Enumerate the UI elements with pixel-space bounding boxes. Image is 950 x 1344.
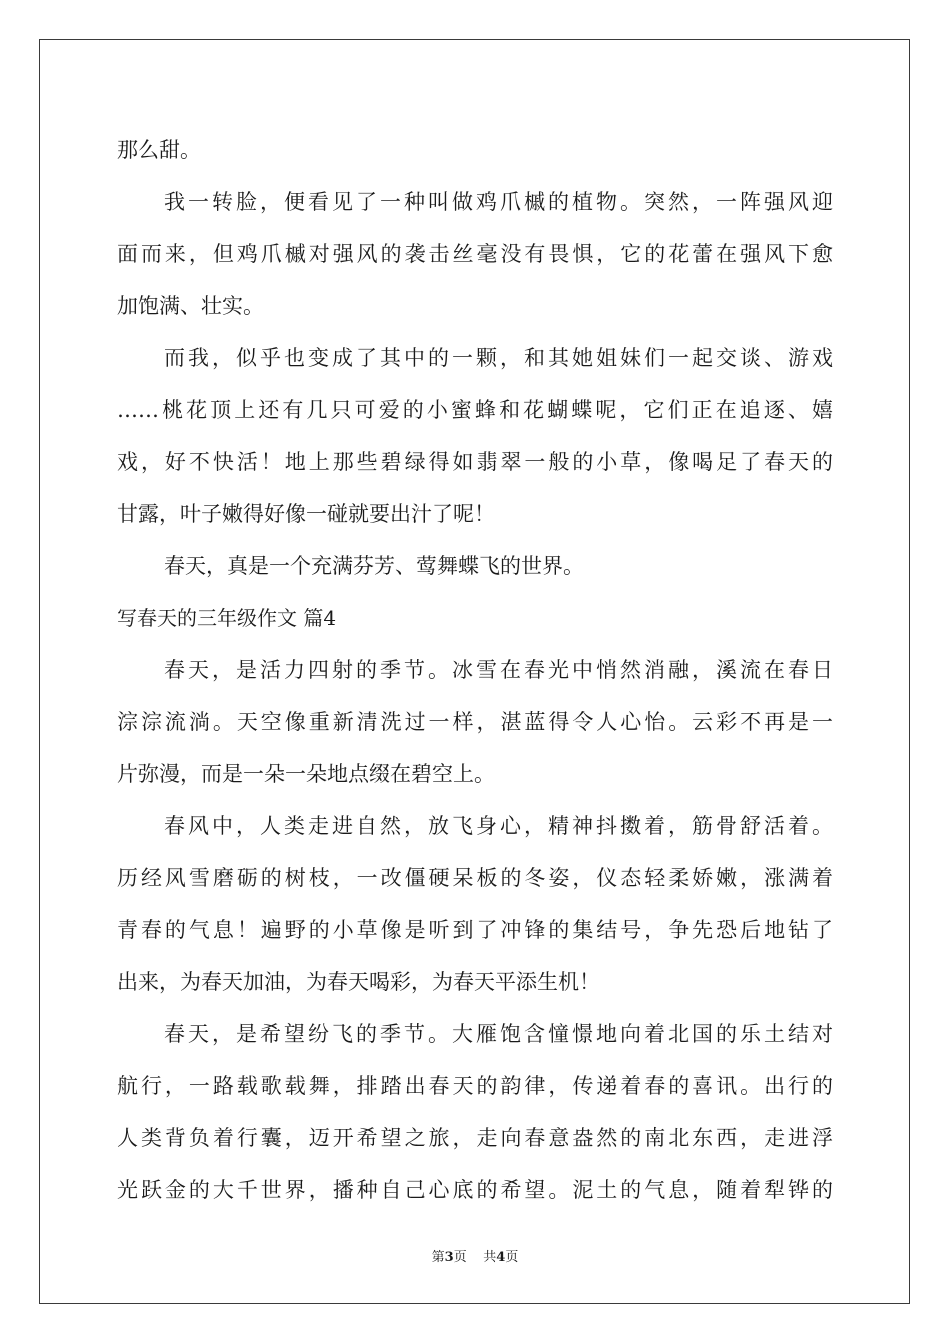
page-current: 3 bbox=[444, 1250, 454, 1265]
text-line: 那么甜。 bbox=[117, 138, 201, 162]
text-line: 春天，是希望纷飞的季节。大雁饱含憧憬地向着北国的乐土结对 bbox=[164, 1022, 833, 1046]
text-line: 人类背负着行囊，迈开希望之旅，走向春意盎然的南北东西，走进浮 bbox=[117, 1126, 833, 1150]
text-line: 片弥漫，而是一朵一朵地点缀在碧空上。 bbox=[117, 762, 495, 786]
text-line: 春风中，人类走进自然，放飞身心，精神抖擞着，筋骨舒活着。 bbox=[164, 814, 833, 838]
text-line: 青春的气息！遍野的小草像是听到了冲锋的集结号，争先恐后地钻了 bbox=[117, 918, 833, 942]
page-prefix: 第 bbox=[431, 1250, 445, 1265]
page-number bbox=[432, 1250, 467, 1265]
page-suffix: 页 bbox=[453, 1250, 467, 1265]
text-line: 我一转脸，便看见了一种叫做鸡爪槭的植物。突然，一阵强风迎 bbox=[164, 190, 833, 214]
text-line: 而我，似乎也变成了其中的一颗，和其她姐妹们一起交谈、游戏 bbox=[164, 346, 833, 370]
text-line: 出来，为春天加油，为春天喝彩，为春天平添生机！ bbox=[117, 970, 600, 994]
text-line: 甘露，叶子嫩得好像一碰就要出汁了呢！ bbox=[117, 502, 495, 526]
document-body bbox=[117, 124, 833, 1216]
text-line: 加饱满、壮实。 bbox=[117, 294, 264, 318]
text-line: 面而来，但鸡爪槭对强风的袭击丝毫没有畏惧，它的花蕾在强风下愈 bbox=[117, 242, 833, 266]
text-line: 淙淙流淌。天空像重新清洗过一样，湛蓝得令人心怡。云彩不再是一 bbox=[117, 710, 833, 734]
total-suffix: 页 bbox=[505, 1250, 519, 1265]
text-line: 航行，一路载歌载舞，排踏出春天的韵律，传递着春的喜讯。出行的 bbox=[117, 1074, 833, 1098]
page-footer bbox=[0, 1246, 950, 1265]
text-line: ……桃花顶上还有几只可爱的小蜜蜂和花蝴蝶呢，它们正在追逐、嬉 bbox=[117, 398, 833, 422]
text-line: 历经风雪磨砺的树枝，一改僵硬呆板的冬姿，仪态轻柔娇嫩，涨满着 bbox=[117, 866, 833, 890]
text-line: 春天，真是一个充满芬芳、莺舞蝶飞的世界。 bbox=[164, 554, 584, 578]
total-prefix: 共 bbox=[483, 1250, 497, 1265]
total-count: 4 bbox=[496, 1250, 506, 1265]
page-total bbox=[483, 1250, 518, 1265]
text-line: 光跃金的大千世界，播种自己心底的希望。泥土的气息，随着犁铧的 bbox=[117, 1178, 833, 1202]
section-heading: 写春天的三年级作文 篇4 bbox=[117, 606, 337, 630]
text-line: 春天，是活力四射的季节。冰雪在春光中悄然消融，溪流在春日 bbox=[164, 658, 833, 682]
text-line: 戏，好不快活！地上那些碧绿得如翡翠一般的小草，像喝足了春天的 bbox=[117, 450, 833, 474]
